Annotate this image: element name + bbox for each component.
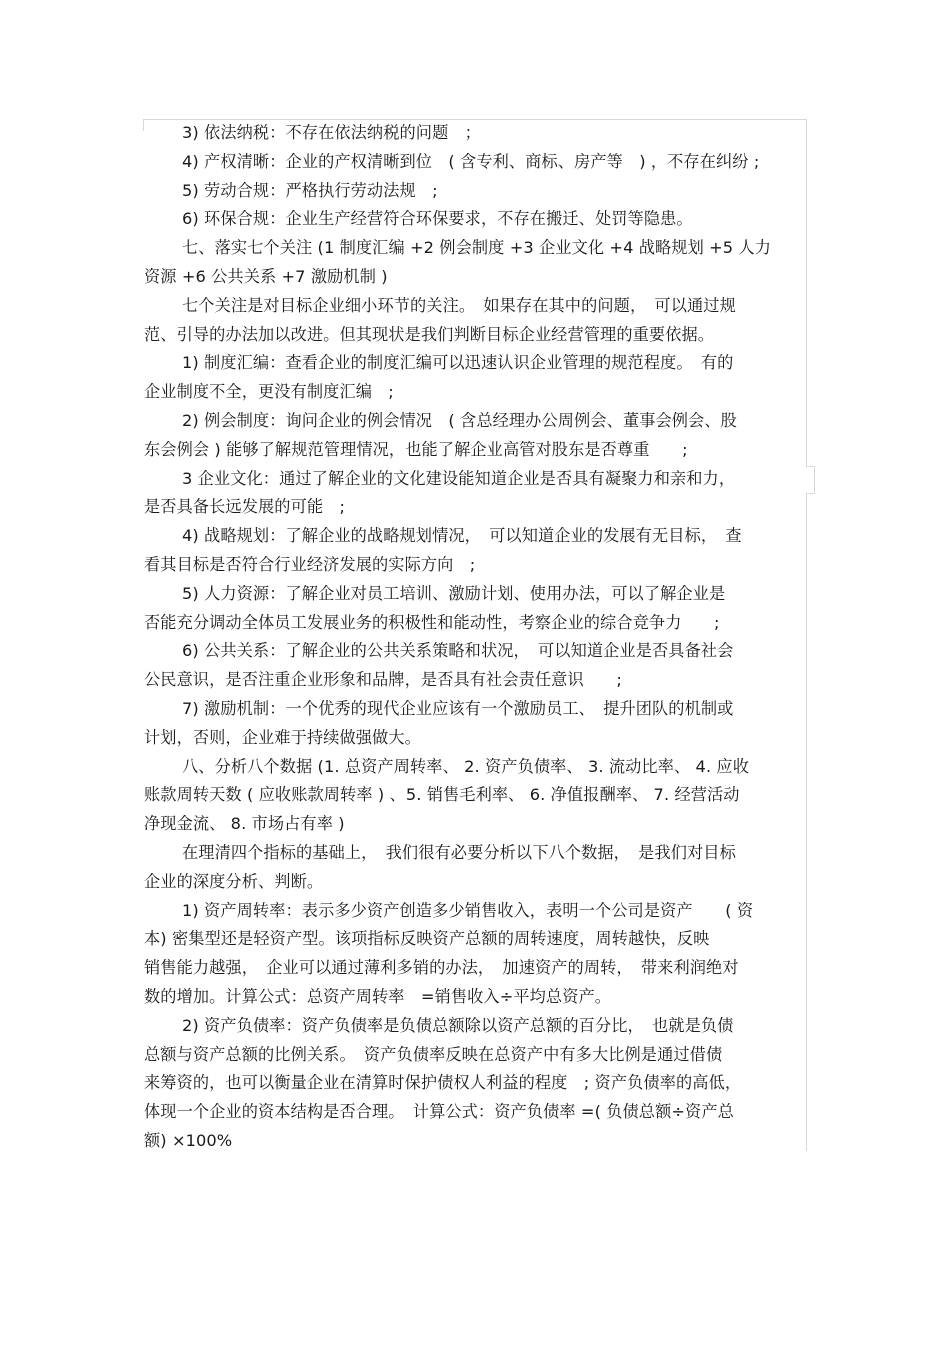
text-line: 1) 制度汇编：查看企业的制度汇编可以迅速认识企业管理的规范程度。 有的 <box>182 353 734 373</box>
section-heading-7: 七、落实七个关注 (1 制度汇编 +2 例会制度 +3 企业文化 +4 战略规划 +5 人力 <box>182 238 771 258</box>
text-line: 额) ×100% <box>144 1130 233 1150</box>
text-line: 在理清四个指标的基础上， 我们很有必要分析以下八个数据， 是我们对目标 <box>182 842 736 862</box>
text-line: 7) 激励机制：一个优秀的现代企业应该有一个激励员工、 提升团队的机制或 <box>182 698 734 718</box>
text-line: 4) 产权清晰：企业的产权清晰到位 ( 含专利、商标、房产等 ) ，不存在纠纷 ; <box>182 151 760 171</box>
text-line: 来筹资的，也可以衡量企业在清算时保护债权人利益的程度 ; 资产负债率的高低， <box>144 1073 742 1093</box>
text-line: 计划，否则，企业难于持续做强做大。 <box>144 727 421 747</box>
text-line: 总额与资产总额的比例关系。 资产负债率反映在总资产中有多大比例是通过借债 <box>144 1044 723 1064</box>
text-line: 资源 +6 公共关系 +7 激励机制 ) <box>144 266 388 286</box>
text-line: 本) 密集型还是轻资产型。该项指标反映资产总额的周转速度，周转越快，反映 <box>144 929 710 949</box>
page-border-notch <box>806 466 815 494</box>
text-line: 体现一个企业的资本结构是否合理。 计算公式：资产负债率 =( 负债总额÷资产总 <box>144 1102 734 1122</box>
text-line: 看其目标是否符合行业经济发展的实际方向 ; <box>144 554 476 574</box>
text-line: 3) 依法纳税：不存在依法纳税的问题 ； <box>182 123 481 142</box>
text-line: 账款周转天数 ( 应收账款周转率 ) 、5. 销售毛利率、 6. 净值报酬率、 7. 经营活动 <box>144 785 740 805</box>
text-line: 范、引导的办法加以改进。但其现状是我们判断目标企业经营管理的重要依据。 <box>144 324 715 344</box>
text-line: 净现金流、 8. 市场占有率 ) <box>144 814 345 834</box>
text-line: 否能充分调动全体员工发展业务的积极性和能动性，考察企业的综合竞争力 ; <box>144 612 720 632</box>
section-heading-8: 八、分析八个数据 (1. 总资产周转率、 2. 资产负债率、 3. 流动比率、 4. 应收 <box>182 756 750 776</box>
text-line: 公民意识，是否注重企业形象和品牌，是否具有社会责任意识 ; <box>144 670 622 690</box>
text-line: 企业制度不全，更没有制度汇编 ; <box>144 382 394 402</box>
text-line: 5) 劳动合规：严格执行劳动法规 ; <box>182 180 438 200</box>
text-line: 6) 公共关系：了解企业的公共关系策略和状况， 可以知道企业是否具备社会 <box>182 641 734 661</box>
text-line: 七个关注是对目标企业细小环节的关注。 如果存在其中的问题， 可以通过规 <box>182 295 736 315</box>
text-line: 5) 人力资源：了解企业对员工培训、激励计划、使用办法，可以了解企业是 <box>182 583 726 603</box>
text-line: 是否具备长远发展的可能 ; <box>144 497 346 517</box>
text-line: 东会例会 ) 能够了解规范管理情况，也能了解企业高管对股东是否尊重 ; <box>144 439 688 459</box>
text-line: 销售能力越强， 企业可以通过薄利多销的办法， 加速资产的周转， 带来利润绝对 <box>144 958 739 978</box>
text-line: 3 企业文化：通过了解企业的文化建设能知道企业是否具有凝聚力和亲和力， <box>182 468 736 488</box>
document-body <box>144 119 804 1156</box>
text-line: 4) 战略规划：了解企业的战略规划情况， 可以知道企业的发展有无目标， 查 <box>182 526 742 546</box>
page-border-right <box>806 119 807 1151</box>
text-line: 2) 例会制度：询问企业的例会情况 ( 含总经理办公周例会、董事会例会、股 <box>182 410 737 430</box>
text-line: 数的增加。计算公式：总资产周转率 =销售收入÷平均总资产。 <box>144 986 612 1006</box>
text-line: 2) 资产负债率：资产负债率是负债总额除以资产总额的百分比， 也就是负债 <box>182 1015 734 1035</box>
text-line: 6) 环保合规：企业生产经营符合环保要求，不存在搬迁、处罚等隐患。 <box>182 209 693 229</box>
text-line: 企业的深度分析、判断。 <box>144 871 324 891</box>
text-line: 1) 资产周转率：表示多少资产创造多少销售收入，表明一个公司是资产 ( 资 <box>182 900 754 920</box>
